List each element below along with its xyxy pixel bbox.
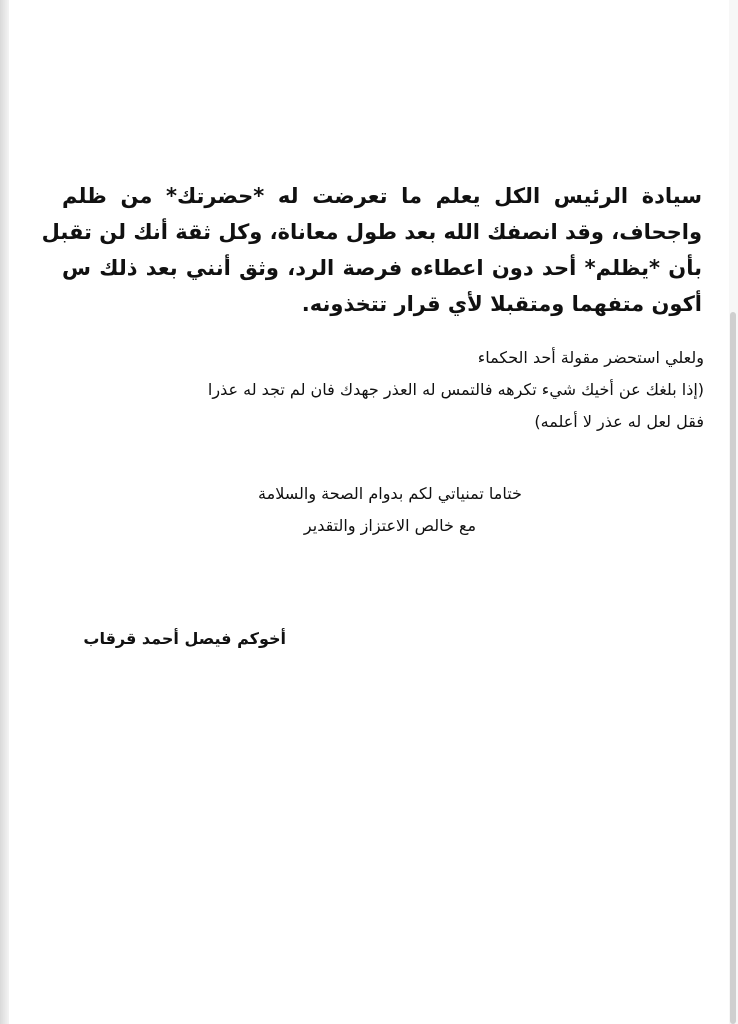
closing-line: ختاما تمنياتي لكم بدوام الصحة والسلامة [258, 484, 522, 503]
closing-line: مع خالص الاعتزاز والتقدير [303, 516, 477, 535]
body-line: بأن *يظلم* أحد دون اعطاءه فرصة الرد، وثق أنني بعد ذلك س [62, 256, 702, 280]
quote-paragraph [54, 342, 704, 438]
quote-line: فقل لعل له عذر لا أعلمه) [534, 412, 704, 431]
quote-intro-line: ولعلي استحضر مقولة أحد الحكماء [477, 348, 704, 367]
page-left-edge [0, 0, 9, 1024]
signature: أخوكم فيصل أحمد قرقاب [83, 629, 286, 648]
scrollbar-thumb[interactable] [730, 312, 736, 1024]
body-line: أكون متفهما ومتقبلا لأي قرار تتخذونه. [301, 292, 702, 316]
body-line: سيادة الرئيس الكل يعلم ما تعرضت له *حضرتك* من ظلم [62, 184, 702, 208]
letter-body-paragraph [41, 178, 702, 322]
closing-paragraph [190, 478, 590, 542]
body-line: واجحاف، وقد انصفك الله بعد طول معاناة، وكل ثقة أنك لن تقبل [41, 220, 702, 244]
quote-line: (إذا بلغك عن أخيك شيء تكرهه فالتمس له العذر جهدك فان لم تجد له عذرا [207, 380, 704, 399]
